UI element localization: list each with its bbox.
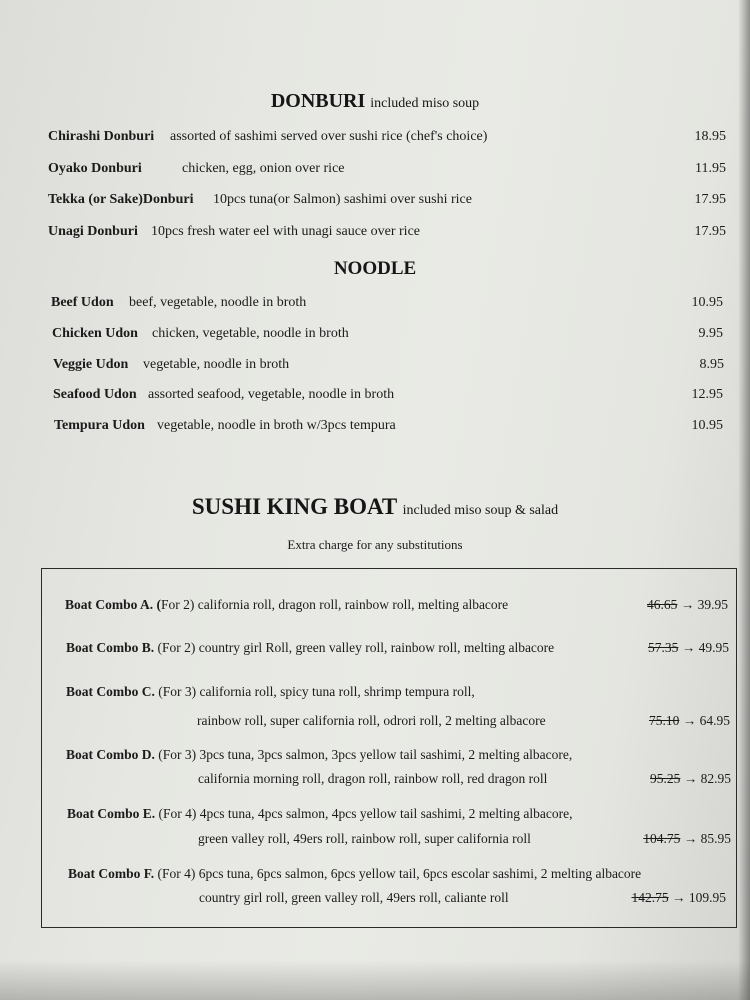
item-price: 17.95 — [694, 192, 726, 207]
new-price: 39.95 — [697, 597, 728, 612]
arrow: → — [680, 597, 695, 612]
new-price: 64.95 — [699, 713, 730, 728]
item-desc: assorted of sashimi served over sushi rice (chef's choice) — [170, 129, 488, 144]
boat-combo-d — [66, 747, 572, 763]
arrow: → — [672, 890, 686, 905]
item-price: 12.95 — [691, 387, 723, 402]
item-price: 17.95 — [694, 224, 726, 239]
item-price: 18.95 — [694, 129, 726, 144]
item-price: 10.95 — [691, 295, 723, 310]
combo-name: Boat Combo E. — [67, 806, 156, 821]
boat-combo-e-line2: green valley roll, 49ers roll, rainbow roll, super california roll — [198, 831, 531, 846]
boat-combo-e — [67, 806, 572, 822]
item-desc: 10pcs fresh water eel with unagi sauce over rice — [151, 224, 420, 239]
combo-size: (For 2) — [157, 640, 196, 655]
page-edge-shadow — [738, 0, 750, 1000]
combo-name: Boat Combo A. ( — [65, 597, 162, 612]
boat-combo-c — [66, 684, 475, 700]
item-price: 10.95 — [691, 418, 723, 433]
combo-b-price — [579, 640, 729, 656]
substitution-note: Extra charge for any substitutions — [287, 537, 463, 552]
combo-name: Boat Combo D. — [66, 747, 155, 762]
arrow: → — [683, 771, 698, 786]
item-name: Unagi Donburi — [48, 224, 138, 239]
combo-size: (For 3) — [158, 684, 197, 699]
item-name: Tempura Udon — [54, 418, 145, 433]
item-desc: chicken, egg, onion over rice — [182, 161, 345, 176]
combo-line1: 6pcs tuna, 6pcs salmon, 6pcs yellow tail, 6pcs escolar sashimi, 2 melting albacore — [198, 866, 642, 881]
item-price: 8.95 — [699, 357, 724, 372]
item-name: Beef Udon — [51, 295, 114, 310]
old-price: 57.35 — [648, 640, 679, 655]
combo-line1: california roll, dragon roll, rainbow roll, melting albacore — [197, 597, 509, 612]
boat-subtitle: included miso soup & salad — [402, 503, 559, 518]
old-price: 104.75 — [643, 831, 681, 846]
boat-combo-b — [66, 640, 554, 656]
donburi-heading — [0, 90, 750, 113]
arrow: → — [682, 713, 697, 728]
new-price: 82.95 — [700, 771, 731, 786]
arrow: → — [683, 831, 698, 846]
item-desc: assorted seafood, vegetable, noodle in broth — [148, 387, 395, 402]
item-price: 11.95 — [695, 161, 726, 176]
item-desc: vegetable, noodle in broth — [143, 357, 290, 372]
combo-size: (For 3) — [158, 747, 197, 762]
item-desc: 10pcs tuna(or Salmon) sashimi over sushi rice — [213, 192, 472, 207]
page-bottom-shadow — [0, 960, 750, 1000]
donburi-subtitle: included miso soup — [370, 96, 480, 111]
combo-d-price — [581, 771, 731, 787]
combo-c-price — [580, 713, 730, 729]
boat-title: SUSHI KING BOAT — [191, 494, 397, 519]
combo-e-price — [581, 831, 731, 847]
noodle-title: NOODLE — [333, 258, 417, 279]
new-price: 49.95 — [698, 640, 729, 655]
new-price: 109.95 — [688, 890, 726, 905]
old-price: 142.75 — [631, 890, 669, 905]
boat-combo-a — [65, 597, 508, 613]
boat-combo-f — [68, 866, 641, 882]
combo-line1: 3pcs tuna, 3pcs salmon, 3pcs yellow tail sashimi, 2 melting albacore, — [199, 747, 573, 762]
item-desc: vegetable, noodle in broth w/3pcs tempura — [157, 418, 396, 433]
item-name: Chicken Udon — [52, 326, 138, 341]
boat-combo-d-line2: california morning roll, dragon roll, rainbow roll, red dragon roll — [198, 771, 548, 786]
combo-size: (For 4) — [157, 866, 196, 881]
boat-combo-f-line2: country girl roll, green valley roll, 49ers roll, caliante roll — [199, 890, 509, 905]
item-name: Tekka (or Sake)Donburi — [48, 192, 194, 207]
combo-size: For 2) — [161, 597, 195, 612]
item-name: Seafood Udon — [53, 387, 137, 402]
boat-combo-c-line2: rainbow roll, super california roll, odrori roll, 2 melting albacore — [197, 713, 546, 728]
noodle-heading — [0, 258, 750, 280]
new-price: 85.95 — [700, 831, 731, 846]
item-name: Oyako Donburi — [48, 161, 142, 176]
item-name: Chirashi Donburi — [48, 129, 155, 144]
old-price: 95.25 — [650, 771, 681, 786]
combo-size: (For 4) — [158, 806, 197, 821]
arrow: → — [681, 640, 696, 655]
item-desc: beef, vegetable, noodle in broth — [129, 295, 307, 310]
boat-heading — [0, 494, 750, 520]
combo-name: Boat Combo C. — [66, 684, 155, 699]
combo-line1: 4pcs tuna, 4pcs salmon, 4pcs yellow tail sashimi, 2 melting albacore, — [199, 806, 573, 821]
combo-f-price — [576, 890, 726, 906]
item-name: Veggie Udon — [53, 357, 129, 372]
combo-name: Boat Combo F. — [68, 866, 155, 881]
old-price: 46.65 — [647, 597, 678, 612]
item-price: 9.95 — [698, 326, 723, 341]
combo-line1: country girl Roll, green valley roll, rainbow roll, melting albacore — [198, 640, 555, 655]
combo-name: Boat Combo B. — [66, 640, 155, 655]
donburi-title: DONBURI — [270, 90, 366, 112]
combo-a-price — [578, 597, 728, 613]
old-price: 75.10 — [649, 713, 680, 728]
item-desc: chicken, vegetable, noodle in broth — [152, 326, 349, 341]
combo-line1: california roll, spicy tuna roll, shrimp tempura roll, — [199, 684, 475, 699]
